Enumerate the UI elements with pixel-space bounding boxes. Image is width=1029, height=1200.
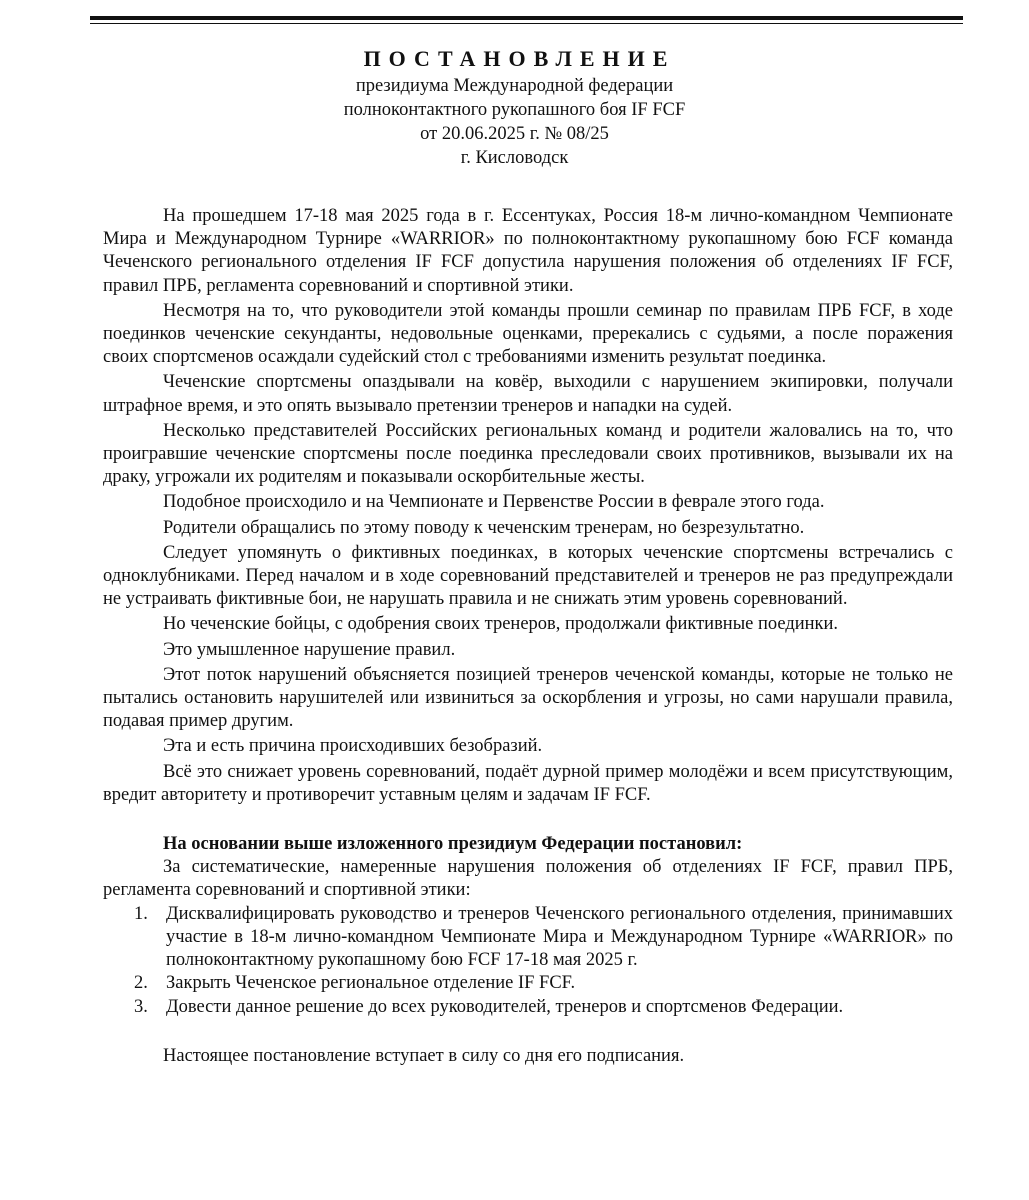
document-title: ПОСТАНОВЛЕНИЕ (363, 46, 676, 71)
top-rule-thin (90, 23, 963, 24)
resolution-intro: За систематические, намеренные нарушения положения об отделениях IF FCF, правил ПРБ, регламента соревнований и спортивной этики: (103, 857, 953, 901)
resolution-item (134, 903, 953, 973)
resolution-list (103, 903, 953, 1019)
paragraph: Родители обращались по этому поводу к чеченским тренерам, но безрезультатно. (163, 517, 805, 538)
resolution-item (134, 972, 953, 995)
paragraph: Но чеченские бойцы, с одобрения своих тренеров, продолжали фиктивные поединки. (163, 614, 839, 635)
paragraph: Подобное происходило и на Чемпионате и Первенстве России в феврале этого года. (163, 492, 825, 513)
paragraph: Несколько представителей Российских региональных команд и родители жаловались на то, что проигравшие чеченские спортсмены после поединка преследовали своих противников, вызывали их на драку, угрожали их родителям и показывали оскорбительные жесты. (103, 420, 953, 488)
resolution-item (134, 996, 953, 1019)
paragraph: На прошедшем 17-18 мая 2025 года в г. Ессентуках, Россия 18-м лично-командном Чемпионате Мира и Международном Турнире «WARRIOR» по полноконтактному рукопашному бою FCF команда Чеченского регионального отделения IF FCF допустила нарушения положения об отделениях IF FCF, правил ПРБ, регламента соревнований и спортивной этики. (103, 206, 953, 296)
paragraph: Этот поток нарушений объясняется позицией тренеров чеченской команды, которые не только не пытались остановить нарушителей или извиниться за оскорбления и угрозы, но сами нарушали правила, подавая пример другим. (103, 664, 953, 732)
item-number: 3. (134, 996, 148, 1017)
paragraph: Эта и есть причина происходивших безобразий. (163, 736, 543, 757)
paragraph: Несмотря на то, что руководители этой команды прошли семинар по правилам ПРБ FCF, в ходе поединков чеченские секунданты, недовольные оценками, пререкались с судьями, а после поражения своих спортсменов осаждали судейский стол с требованиями изменить результат поединка. (103, 300, 953, 368)
item-number: 1. (134, 903, 148, 924)
item-text: Довести данное решение до всех руководителей, тренеров и спортсменов Федерации. (166, 996, 844, 1017)
top-rule-thick (90, 16, 963, 20)
item-text: Закрыть Чеченское региональное отделение IF FCF. (166, 973, 576, 994)
place-line: г. Кисловодск (460, 148, 569, 168)
resolution-heading: На основании выше изложенного президиум Федерации постановил: (163, 834, 743, 855)
closing-statement: Настоящее постановление вступает в силу со дня его подписания. (163, 1045, 685, 1066)
issuer-line: президиума Международной федерации (355, 76, 674, 96)
item-text: Дисквалифицировать руководство и тренеров Чеченского регионального отделения, принимавших участие в 18-м лично-командном Чемпионате Мира и Международном Турнире «WARRIOR» по полноконтактному рукопашному бою FCF 17-18 мая 2025 г. (166, 903, 953, 971)
paragraph: Следует упомянуть о фиктивных поединках, в которых чеченские спортсмены встречались с одноклубниками. Перед началом и в ходе соревнований представителей и тренеров не раз предупреждали не устраивать фиктивные бои, не нарушать правила и не снижать этим уровень соревнований. (103, 542, 953, 610)
paragraph: Чеченские спортсмены опаздывали на ковёр, выходили с нарушением экипировки, получали штрафное время, и это опять вызывало претензии тренеров и нападки на судей. (103, 372, 953, 416)
paragraph: Всё это снижает уровень соревнований, подаёт дурной пример молодёжи и всем присутствующим, вредит авторитету и противоречит уставным целям и задачам IF FCF. (103, 761, 953, 805)
document-body (103, 205, 953, 1068)
date-number-line: от 20.06.2025 г. № 08/25 (420, 124, 609, 144)
paragraph: Это умышленное нарушение правил. (163, 639, 456, 660)
item-number: 2. (134, 973, 148, 994)
document-header (0, 44, 1029, 170)
issuer-line: полноконтактного рукопашного боя IF FCF (343, 100, 686, 120)
